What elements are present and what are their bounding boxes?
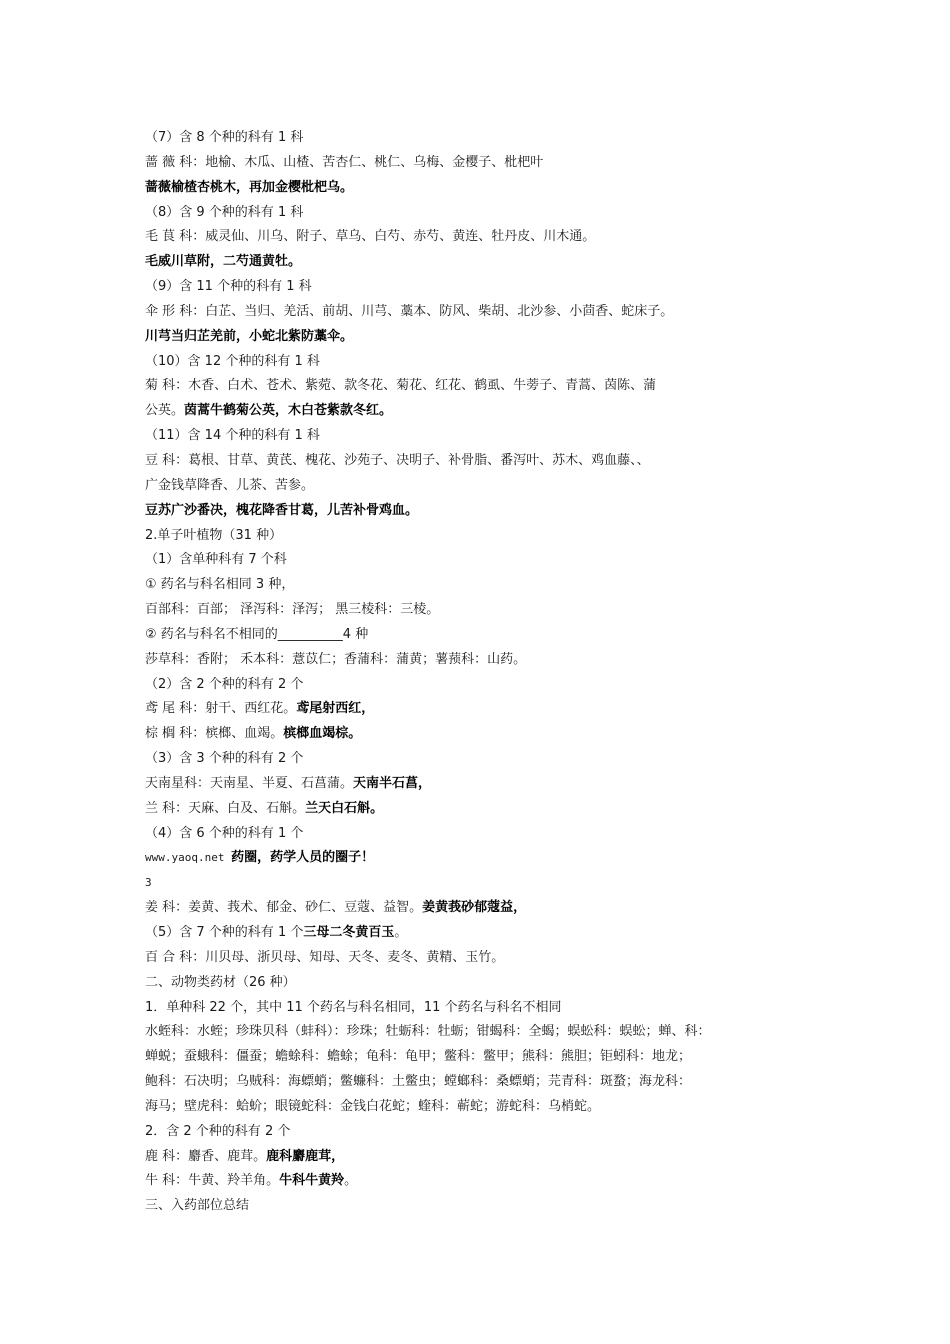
body-text: 毛 茛 科：威灵仙、川乌、附子、草乌、白芍、赤芍、黄连、牡丹皮、川木通。 [145, 229, 596, 245]
text-line [145, 772, 845, 797]
text-line [145, 126, 845, 151]
mnemonic-text: 天南半石菖， [353, 775, 432, 791]
body-text: 鲍科：石决明；乌贼科：海螵蛸；鳖蠊科：土鳖虫；螳螂科：桑螵蛸；芫青科：斑蝥；海龙科： [145, 1074, 692, 1090]
mnemonic-text: 姜黄莪砂郁蔻益， [422, 900, 527, 916]
body-text: 蔷 薇 科：地榆、木瓜、山楂、苦杏仁、桃仁、乌梅、金樱子、枇杷叶 [145, 154, 544, 170]
text-line [145, 275, 845, 300]
text-line [145, 300, 845, 325]
text-line [145, 374, 845, 399]
mnemonic-text: 三母二冬黄百玉 [303, 925, 395, 940]
text-line [145, 747, 845, 772]
mnemonic-text: 牛科牛黄羚 [279, 1173, 345, 1189]
text-line [145, 449, 845, 474]
body-text: 鹿 科：麝香、鹿茸。 [145, 1148, 267, 1164]
text-line [145, 1145, 845, 1170]
body-text: 2.单子叶植物（31 种） [145, 527, 283, 543]
document-body [145, 126, 845, 1219]
footer-text: www.yaoq.net [145, 851, 232, 865]
mnemonic-text: 药圈，药学人员的圈子！ [231, 850, 375, 866]
body-text: （3）含 3 个种的科有 2 个 [145, 751, 304, 767]
text-line [145, 846, 845, 871]
text-line [145, 176, 845, 201]
body-text: 伞 形 科：白芷、当归、羌活、前胡、川芎、藁本、防风、柴胡、北沙参、小茴香、蛇床子。 [145, 303, 674, 319]
body-text: ② 药名与科名不相同的__________4 种 [145, 626, 369, 642]
mnemonic-text: 兰天白石斛。 [305, 800, 384, 816]
text-line [145, 201, 845, 226]
body-text: （5）含 7 个种的科有 1 个 [145, 925, 304, 940]
body-text: 鸢 尾 科：射干、西红花。 [145, 701, 297, 717]
body-text: 百部科：百部； 泽泻科：泽泻； 黑三棱科：三棱。 [145, 602, 440, 618]
text-line [145, 548, 845, 573]
text-line [145, 250, 845, 275]
mnemonic-text: 鹿科麝鹿茸， [266, 1148, 345, 1164]
text-line [145, 151, 845, 176]
text-line [145, 623, 845, 648]
body-text: （4）含 6 个种的科有 1 个 [145, 825, 304, 841]
text-line [145, 225, 845, 250]
body-text: （8）含 9 个种的科有 1 科 [145, 204, 304, 220]
mnemonic-text: 茵蒿牛鹤菊公英，木白苍紫款冬红。 [184, 403, 393, 419]
body-text: 海马；壁虎科：蛤蚧；眼镜蛇科：金钱白花蛇；蝰科：蕲蛇；游蛇科：乌梢蛇。 [145, 1098, 601, 1114]
body-text: 1．单种科 22 个，其中 11 个药名与科名相同，11 个药名与科名不相同 [145, 999, 562, 1015]
text-line [145, 946, 845, 971]
mnemonic-text: 毛威川草附，二芍通黄牡。 [145, 254, 302, 270]
text-line [145, 797, 845, 822]
body-text: 兰 科：天麻、白及、石斛。 [145, 800, 306, 816]
body-text: 莎草科：香附； 禾本科：薏苡仁；香蒲科：蒲黄；薯蓣科：山药。 [145, 651, 527, 667]
text-line [145, 325, 845, 350]
body-text: 三、入药部位总结 [145, 1198, 250, 1214]
text-line [145, 822, 845, 847]
text-line [145, 499, 845, 524]
body-text: 广金钱草降香、儿茶、苦参。 [145, 477, 315, 493]
body-text: 。 [344, 1173, 358, 1189]
body-text: 菊 科：木香、白术、苍术、紫菀、款冬花、菊花、红花、鹤虱、牛蒡子、青蒿、茵陈、蒲 [145, 378, 657, 394]
text-line [145, 1070, 845, 1095]
body-text: 牛 科：牛黄、羚羊角。 [145, 1173, 280, 1189]
mnemonic-text: 川芎当归芷羌前，小蛇北紫防藁伞。 [145, 328, 354, 344]
body-text: （2）含 2 个种的科有 2 个 [145, 676, 304, 692]
footer-text: 3 [145, 876, 152, 890]
text-line [145, 921, 845, 946]
body-text: 水蛭科：水蛭；珍珠贝科（蚌科）：珍珠；牡蛎科：牡蛎；钳蝎科：全蝎；蜈蚣科：蜈蚣；蝉、科： [145, 1024, 711, 1040]
mnemonic-text: 蔷薇榆楂杏桃木，再加金樱枇杷乌。 [145, 179, 354, 195]
text-line [145, 1045, 845, 1070]
text-line [145, 648, 845, 673]
body-text: 天南星科：天南星、半夏、石菖蒲。 [145, 775, 354, 791]
body-text: 。 [394, 925, 408, 940]
text-line [145, 598, 845, 623]
body-text: ① 药名与科名相同 3 种， [145, 577, 295, 593]
mnemonic-text: 槟榔血竭棕。 [283, 726, 362, 742]
body-text: 百 合 科：川贝母、浙贝母、知母、天冬、麦冬、黄精、玉竹。 [145, 949, 505, 965]
body-text: 2．含 2 个种的科有 2 个 [145, 1123, 291, 1139]
text-line [145, 971, 845, 996]
text-line [145, 1120, 845, 1145]
text-line [145, 1169, 845, 1194]
text-line [145, 524, 845, 549]
body-text: 姜 科：姜黄、莪术、郁金、砂仁、豆蔻、益智。 [145, 900, 423, 916]
text-line [145, 424, 845, 449]
text-line [145, 1095, 845, 1120]
mnemonic-text: 鸢尾射西红， [296, 701, 375, 717]
text-line [145, 871, 845, 896]
text-line [145, 896, 845, 921]
body-text: （1）含单种科有 7 个科 [145, 552, 287, 568]
text-line [145, 1194, 845, 1219]
body-text: （11）含 14 个种的科有 1 科 [145, 428, 320, 444]
text-line [145, 1020, 845, 1045]
text-line [145, 399, 845, 424]
body-text: 豆 科：葛根、甘草、黄芪、槐花、沙苑子、决明子、补骨脂、番泻叶、苏木、鸡血藤、、 [145, 452, 650, 468]
body-text: 二、动物类药材（26 种） [145, 974, 296, 990]
text-line [145, 722, 845, 747]
text-line [145, 573, 845, 598]
text-line [145, 350, 845, 375]
text-line [145, 697, 845, 722]
body-text: 公英。 [145, 403, 185, 419]
body-text: （10）含 12 个种的科有 1 科 [145, 353, 320, 369]
body-text: 棕 榈 科：槟榔、血竭。 [145, 726, 284, 742]
text-line [145, 673, 845, 698]
text-line [145, 474, 845, 499]
body-text: （7）含 8 个种的科有 1 科 [145, 130, 304, 145]
mnemonic-text: 豆苏广沙番决，槐花降香甘葛，儿苦补骨鸡血。 [145, 502, 419, 518]
text-line [145, 996, 845, 1021]
body-text: （9）含 11 个种的科有 1 科 [145, 279, 312, 295]
body-text: 蝉蜕；蚕蛾科：僵蚕；蟾蜍科：蟾蜍；龟科：龟甲；鳖科：鳖甲；熊科：熊胆；钜蚓科：地龙； [145, 1049, 692, 1065]
